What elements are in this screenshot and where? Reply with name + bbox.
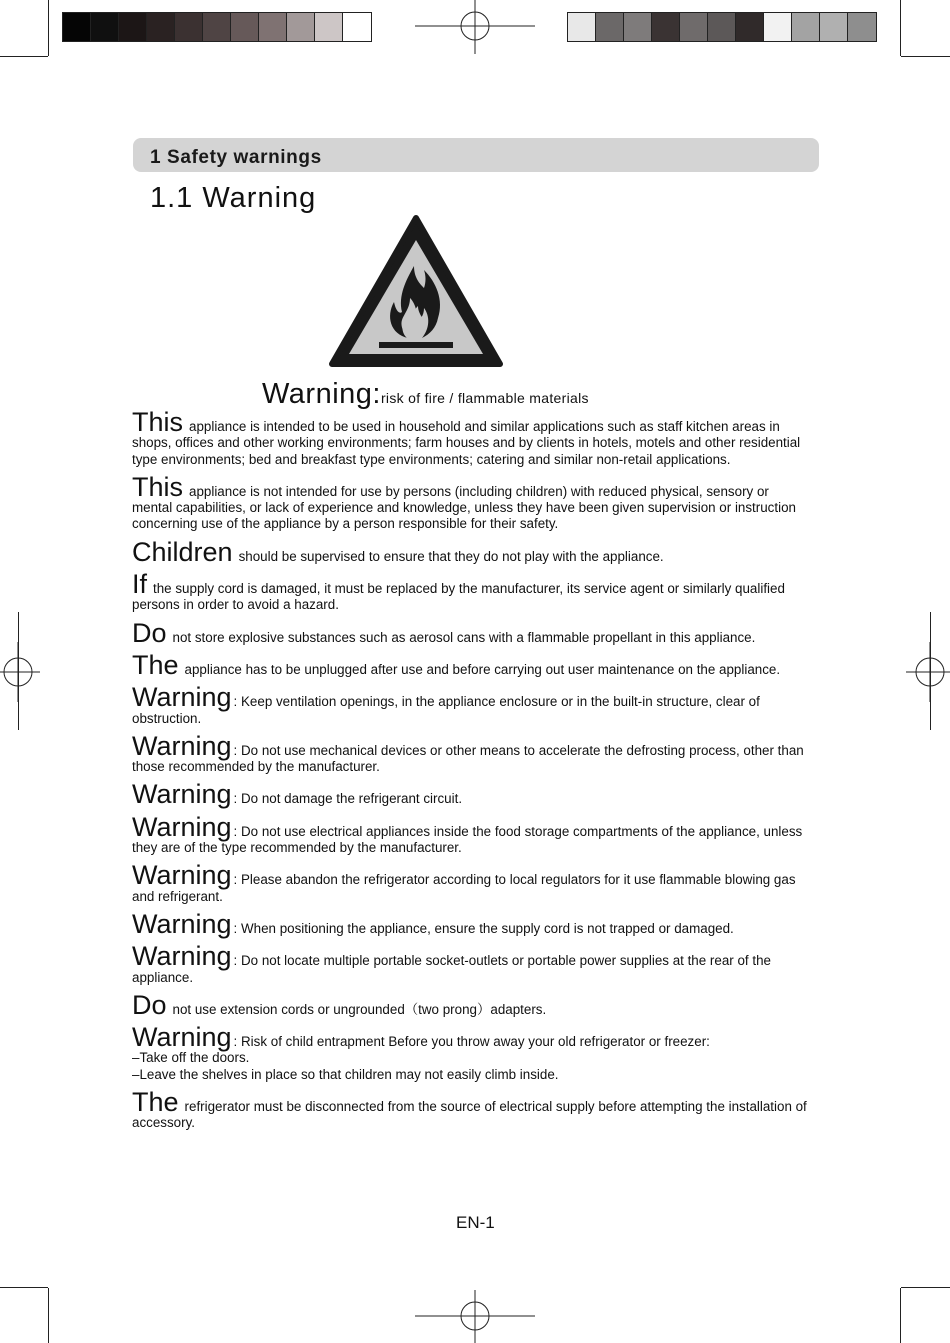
color-swatch xyxy=(680,13,708,41)
warning-paragraph xyxy=(132,617,812,648)
paragraph-text: : Please abandon the refrigerator according to local regulators for it use flammable blowing gas and refrigerant. xyxy=(132,872,796,904)
subsection-title: 1.1 Warning xyxy=(150,182,317,214)
paragraph-text: should be supervised to ensure that they do not play with the appliance. xyxy=(238,548,664,564)
crop-mark xyxy=(0,56,48,57)
color-swatch xyxy=(259,13,287,41)
paragraph-text: : Do not damage the refrigerant circuit. xyxy=(233,791,463,807)
paragraph-text: not store explosive substances such as aerosol cans with a flammable propellant in this appliance. xyxy=(172,629,756,645)
list-item: –Leave the shelves in place so that children may not easily climb inside. xyxy=(132,1066,559,1082)
warning-paragraph xyxy=(132,862,812,905)
crop-mark xyxy=(900,0,901,56)
color-swatch xyxy=(568,13,596,41)
warning-paragraph xyxy=(132,536,812,567)
warnings-list xyxy=(132,409,812,1138)
paragraph-lead-word: Warning xyxy=(132,908,232,939)
paragraph-lead-word: Warning xyxy=(132,1022,232,1053)
paragraph-text: : Keep ventilation openings, in the appliance enclosure or in the built-in structure, clear of obstruction. xyxy=(132,694,760,726)
warning-paragraph xyxy=(132,571,812,614)
section-header xyxy=(133,138,819,172)
color-swatch xyxy=(91,13,119,41)
warning-paragraph xyxy=(132,730,812,776)
paragraph-text: : Do not locate multiple portable socket-outlets or portable power supplies at the rear of the appliance. xyxy=(132,953,771,985)
warning-paragraph xyxy=(132,779,812,810)
paragraph-text: : When positioning the appliance, ensure the supply cord is not trapped or damaged. xyxy=(233,920,734,936)
warning-paragraph xyxy=(132,1089,812,1132)
paragraph-lead-word: Children xyxy=(132,536,233,567)
paragraph-text: appliance is not intended for use by persons (including children) with reduced physical, sensory or mental capabilities, or lack of experience and knowledge, unless they have been given supervision or instruction concerning use of the appliance by a person responsible for their safety. xyxy=(132,483,796,532)
paragraph-lead-word: Do xyxy=(132,617,167,648)
color-swatch xyxy=(203,13,231,41)
registration-mark-icon xyxy=(0,642,40,702)
warning-paragraph xyxy=(132,811,812,857)
paragraph-text: : Do not use electrical appliances inside the food storage compartments of the appliance, unless they are of the type recommended by the manufacturer. xyxy=(132,823,803,856)
paragraph-lead-word: If xyxy=(132,569,148,600)
crop-mark xyxy=(0,1287,48,1288)
paragraph-lead-word: This xyxy=(132,471,184,502)
caption-lead: Warning: xyxy=(262,378,381,410)
crop-mark xyxy=(901,1287,950,1288)
warning-paragraph xyxy=(132,649,812,680)
color-swatch xyxy=(764,13,792,41)
crop-mark xyxy=(901,56,950,57)
paragraph-lead-word: Warning xyxy=(132,860,232,891)
color-swatch xyxy=(287,13,315,41)
color-swatch xyxy=(147,13,175,41)
color-swatch xyxy=(736,13,764,41)
color-swatch xyxy=(175,13,203,41)
caption-text: risk of fire / flammable materials xyxy=(380,390,589,406)
paragraph-text: refrigerator must be disconnected from the source of electrical supply before attempting the installation of accessory. xyxy=(132,1099,807,1131)
paragraph-text: : Risk of child entrapment Before you throw away your old refrigerator or freezer: xyxy=(233,1034,710,1050)
paragraph-text: : Do not use mechanical devices or other means to accelerate the defrosting process, other than those recommended by the manufacturer. xyxy=(132,742,804,775)
flammable-warning-icon xyxy=(326,212,506,370)
color-swatch xyxy=(315,13,343,41)
warning-paragraph xyxy=(132,409,812,468)
color-swatch xyxy=(63,13,91,41)
paragraph-lead-word: Warning xyxy=(132,682,232,713)
paragraph-lead-word: Warning xyxy=(132,730,232,761)
warning-paragraph xyxy=(132,989,812,1020)
warning-paragraph xyxy=(132,471,812,533)
color-swatch xyxy=(624,13,652,41)
registration-mark-icon xyxy=(415,1290,535,1343)
color-swatch xyxy=(820,13,848,41)
color-swatch xyxy=(708,13,736,41)
paragraph-lead-word: Warning xyxy=(132,941,232,972)
warning-caption xyxy=(262,378,589,411)
warning-paragraph xyxy=(132,908,812,939)
color-swatch xyxy=(231,13,259,41)
paragraph-lead-word: Do xyxy=(132,989,167,1020)
color-swatch xyxy=(652,13,680,41)
color-swatch xyxy=(848,13,876,41)
paragraph-text: appliance is intended to be used in household and similar applications such as staff kitchen areas in shops, offices and other working environments; farm houses and by clients in hotels, motels and other residential type environments; bed and breakfast type environments; catering and similar non-retail applications. xyxy=(132,419,801,467)
paragraph-lead-word: Warning xyxy=(132,779,232,810)
warning-paragraph xyxy=(132,684,812,727)
paragraph-lead-word: This xyxy=(132,407,184,437)
color-swatch xyxy=(343,13,371,41)
list-item: –Take off the doors. xyxy=(132,1050,250,1066)
crop-mark xyxy=(48,1288,49,1343)
paragraph-lead-word: Warning xyxy=(132,811,232,842)
crop-mark xyxy=(48,0,49,56)
color-swatch xyxy=(596,13,624,41)
paragraph-lead-word: The xyxy=(132,1087,179,1118)
paragraph-text: not use extension cords or ungrounded（two prong）adapters. xyxy=(172,1001,547,1017)
warning-paragraph xyxy=(132,943,812,986)
registration-mark-icon xyxy=(415,0,535,54)
color-swatch xyxy=(119,13,147,41)
color-calibration-bar-right xyxy=(567,12,877,42)
paragraph-text: appliance has to be unplugged after use and before carrying out user maintenance on the appliance. xyxy=(184,661,781,677)
warning-paragraph xyxy=(132,1024,812,1083)
registration-mark-icon xyxy=(906,642,950,702)
paragraph-lead-word: The xyxy=(132,649,179,680)
color-swatch xyxy=(792,13,820,41)
paragraph-text: the supply cord is damaged, it must be replaced by the manufacturer, its service agent or similarly qualified persons in order to avoid a hazard. xyxy=(132,581,785,613)
page-number: EN-1 xyxy=(456,1213,495,1232)
crop-mark xyxy=(900,1288,901,1343)
section-title: 1 Safety warnings xyxy=(150,147,322,168)
color-calibration-bar-left xyxy=(62,12,372,42)
